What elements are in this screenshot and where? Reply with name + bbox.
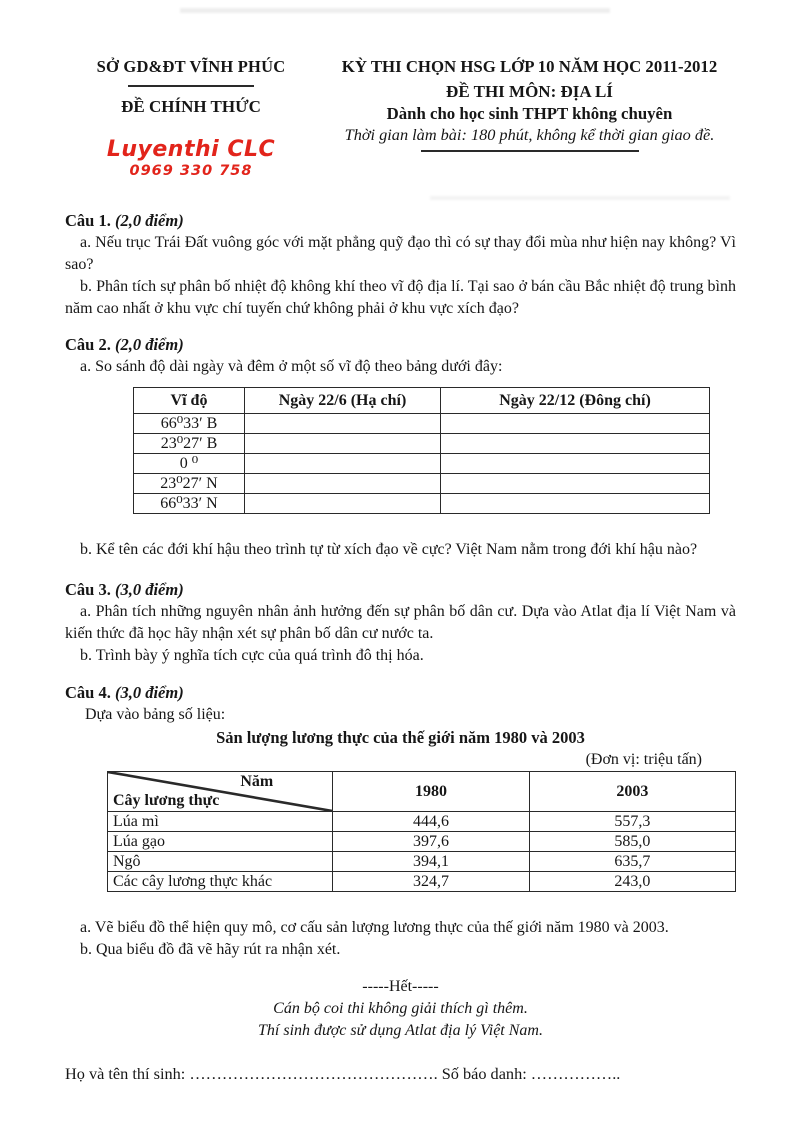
latitude-cell: 66⁰33′ N: [134, 494, 245, 514]
empty-cell: [245, 494, 441, 514]
latitude-cell: 0 ⁰: [134, 454, 245, 474]
data-table-unit-note: (Đơn vị: triệu tấn): [585, 751, 702, 768]
official-exam-label: ĐỀ CHÍNH THỨC: [121, 97, 261, 116]
empty-cell: [245, 414, 441, 434]
department-name: SỞ GD&ĐT VĨNH PHÚC: [96, 57, 286, 76]
question-4: [65, 681, 736, 961]
value-1980-cell: 394,1: [333, 852, 529, 872]
question-3-heading: [65, 578, 736, 601]
scan-artifact: [180, 8, 610, 13]
logo-phone-number: 0969 330 758: [129, 163, 253, 179]
column-header-latitude: Vĩ độ: [134, 388, 245, 414]
column-header-1980: 1980: [333, 772, 529, 812]
exam-subject: ĐỀ THI MÔN: ĐỊA LÍ: [446, 82, 613, 101]
question-number: Câu 2.: [65, 335, 111, 354]
question-4-heading: [65, 681, 736, 704]
column-header-june22: Ngày 22/6 (Hạ chí): [245, 388, 441, 414]
divider-short: [128, 85, 254, 87]
question-points: (2,0 điểm): [114, 211, 184, 230]
table-row: [108, 812, 736, 832]
value-2003-cell: 557,3: [529, 812, 735, 832]
footer-block: [65, 976, 736, 1042]
question-3-part-b: b. Trình bày ý nghĩa tích cực của quá trình đô thị hóa.: [80, 647, 424, 664]
table-row: [134, 434, 710, 454]
diagonal-corner-cell: [108, 772, 333, 812]
exam-time-limit: Thời gian làm bài: 180 phút, không kể thời gian giao đề.: [344, 125, 715, 144]
empty-cell: [245, 434, 441, 454]
exam-title: KỲ THI CHỌN HSG LỚP 10 NĂM HỌC 2011-2012: [341, 57, 718, 76]
question-4-part-b: b. Qua biểu đồ đã vẽ hãy rút ra nhận xét.: [80, 941, 341, 958]
question-number: Câu 1.: [65, 211, 111, 230]
question-1-part-b: b. Phân tích sự phân bố nhiệt độ không khí theo vĩ độ địa lí. Tại sao ở bán cầu Bắc nhiệt độ trung bình năm cao nhất ở khu vực chí tuyến chứ không phải ở khu vực xích đạo?: [65, 278, 736, 317]
footer-note-2: Thí sinh được sử dụng Atlat địa lý Việt Nam.: [258, 1022, 543, 1039]
empty-cell: [441, 494, 710, 514]
candidate-name-line: Họ và tên thí sinh: ………………………………………. Số báo danh: ……………..: [65, 1064, 621, 1083]
question-points: (2,0 điểm): [114, 335, 184, 354]
corner-label-crop: Cây lương thực: [113, 792, 220, 809]
question-4-part-a: a. Vẽ biểu đồ thể hiện quy mô, cơ cấu sản lượng lương thực của thế giới năm 1980 và 2003.: [80, 919, 669, 936]
end-mark: -----Hết-----: [362, 978, 439, 995]
divider-mid: [421, 150, 639, 152]
table-row: [134, 474, 710, 494]
crop-name-cell: Các cây lương thực khác: [108, 872, 333, 892]
empty-cell: [441, 454, 710, 474]
header-left-block: [65, 56, 317, 180]
question-number: Câu 3.: [65, 580, 111, 599]
table-row: [134, 494, 710, 514]
question-points: (3,0 điểm): [114, 580, 184, 599]
column-header-dec22: Ngày 22/12 (Đông chí): [441, 388, 710, 414]
table-row: [108, 852, 736, 872]
exam-body: [65, 209, 736, 1085]
question-1-heading: [65, 209, 736, 232]
column-header-2003: 2003: [529, 772, 735, 812]
corner-label-year: Năm: [240, 773, 274, 790]
empty-cell: [245, 454, 441, 474]
value-2003-cell: 585,0: [529, 832, 735, 852]
value-1980-cell: 397,6: [333, 832, 529, 852]
empty-cell: [441, 474, 710, 494]
footer-note-1: Cán bộ coi thi không giải thích gì thêm.: [273, 1000, 528, 1017]
empty-cell: [245, 474, 441, 494]
table-row: [108, 832, 736, 852]
question-1: [65, 209, 736, 320]
table-header-row: [134, 388, 710, 414]
table-row: [134, 454, 710, 474]
question-2-part-a: a. So sánh độ dài ngày và đêm ở một số vĩ độ theo bảng dưới đây:: [80, 358, 503, 375]
table-row: [134, 414, 710, 434]
question-3-part-a: a. Phân tích những nguyên nhân ảnh hưởng đến sự phân bố dân cư. Dựa vào Atlat địa lí Việt Nam và kiến thức đã học hãy nhận xét sự phân bố dân cư nước ta.: [65, 603, 736, 642]
question-2-part-b: b. Kể tên các đới khí hậu theo trình tự từ xích đạo về cực? Việt Nam nằm trong đới khí hậu nào?: [80, 541, 698, 558]
question-4-intro: Dựa vào bảng số liệu:: [85, 706, 226, 723]
crop-name-cell: Ngô: [108, 852, 333, 872]
scan-artifact: [430, 196, 730, 200]
value-2003-cell: 635,7: [529, 852, 735, 872]
latitude-cell: 66⁰33′ B: [134, 414, 245, 434]
value-2003-cell: 243,0: [529, 872, 735, 892]
data-table-title: Sản lượng lương thực của thế giới năm 1980 và 2003: [216, 728, 585, 747]
exam-audience: Dành cho học sinh THPT không chuyên: [386, 104, 673, 123]
table-row: [108, 872, 736, 892]
question-1-part-a: a. Nếu trục Trái Đất vuông góc với mặt phẳng quỹ đạo thì có sự thay đổi mùa như hiện nay không? Vì sao?: [65, 234, 736, 273]
empty-cell: [441, 414, 710, 434]
question-number: Câu 4.: [65, 683, 111, 702]
publisher-logo: [65, 138, 317, 180]
value-1980-cell: 324,7: [333, 872, 529, 892]
latitude-cell: 23⁰27′ B: [134, 434, 245, 454]
logo-text: Luyenthi CLC: [106, 137, 276, 162]
latitude-cell: 23⁰27′ N: [134, 474, 245, 494]
question-points: (3,0 điểm): [114, 683, 184, 702]
document-header: [65, 56, 736, 180]
value-1980-cell: 444,6: [333, 812, 529, 832]
question-2-heading: [65, 333, 736, 356]
question-3: [65, 578, 736, 667]
header-right-block: [317, 56, 736, 152]
crop-name-cell: Lúa mì: [108, 812, 333, 832]
question-2: [65, 333, 736, 561]
crop-name-cell: Lúa gạo: [108, 832, 333, 852]
day-night-length-table: [133, 387, 710, 514]
empty-cell: [441, 434, 710, 454]
food-production-table: [107, 771, 736, 892]
table-header-row: [108, 772, 736, 812]
